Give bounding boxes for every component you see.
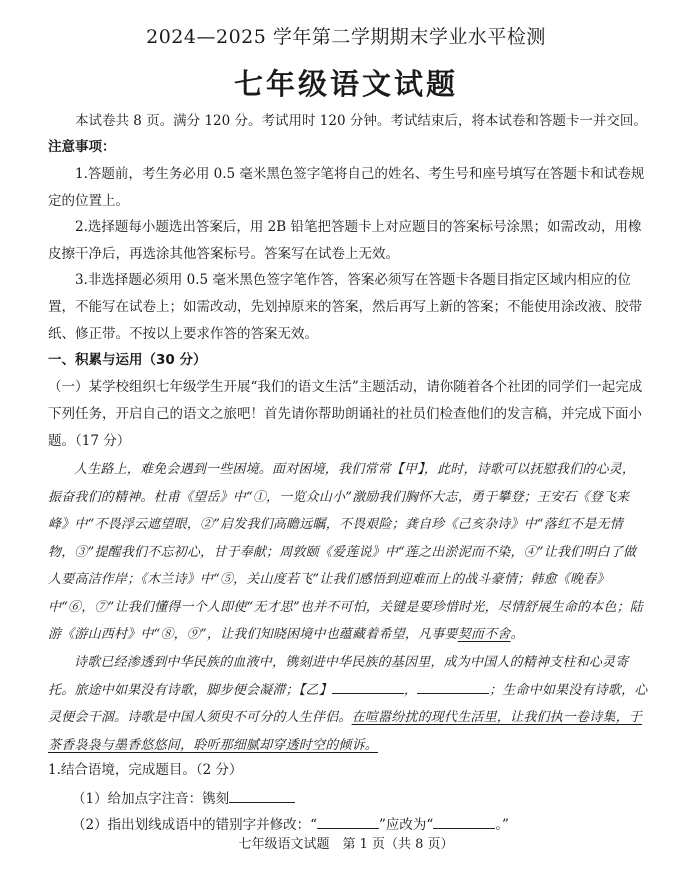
blank-yi-2[interactable] xyxy=(417,677,489,694)
answer-blank-wrong-char[interactable] xyxy=(317,812,379,829)
blank-yi-1[interactable] xyxy=(332,677,404,694)
note-item-1: 1.答题前，考生务必用 0.5 毫米黑色签字笔将自己的姓名、考生号和座号填写在答题卡和试卷规定的位置上。 xyxy=(48,166,645,209)
reading-passage-1: 人生路上，难免会遇到一些困境。面对困境，我们常常【甲】，此时，诗歌可以抚慰我们的心灵，振奋我们的精神。杜甫《望岳》中“①，一览众山小”激励我们胸怀大志，勇于攀登；王安石《登飞来峰》中“不畏浮云遮望眼，②”启发我们高瞻远瞩，不畏艰险；龚自珍《己亥杂诗》中“落红不是无情物，③”提醒我们不忘初心，甘于奉献；周敦颐《爱莲说》中“莲之出淤泥而不染，④”让我们明白了做人要高洁作岸；《木兰诗》中“⑤，关山度若飞”让我们感悟到迎难而上的战斗豪情；韩愈《晚春》中“⑥，⑦”让我们懂得一个人即使“无才思”也并不可怕，关键是要珍惜时光，尽情舒展生命的本色；陆游《游山西村》中“⑧，⑨”，让我们知晓困境中也蕴藏着希望，凡事要契而不舍。 xyxy=(48,462,643,642)
question-1-1: （1）给加点字注音：镌刻 xyxy=(72,786,672,807)
answer-blank-correct-char[interactable] xyxy=(433,812,495,829)
exam-subject-title: 七年级语文试题 xyxy=(233,67,458,101)
underlined-sentence: 在喧嚣纷扰的现代生活里，让我们执一卷诗集，于茶香袅袅与墨香悠悠间，聆听那细腻却穿透时空的倾诉。 xyxy=(48,710,643,753)
note-item-2: 2.选择题每小题选出答案后，用 2B 铅笔把答题卡上对应题目的答案标号涂黑；如需改动，用橡皮擦干净后，再选涂其他答案标号。答案写在试卷上无效。 xyxy=(48,219,642,262)
question-1: 1.结合语境，完成题目。（2 分） xyxy=(48,762,243,778)
task-intro: （一）某学校组织七年级学生开展“我们的语文生活”主题活动，请你随着各个社团的同学们一起完成下列任务，开启自己的语文之旅吧！首先请你帮助朗诵社的社员们检查他们的发言稿，并完成下面小题。（17 分） xyxy=(48,379,643,449)
page-footer: 七年级语文试题 第 1 页（共 8 页） xyxy=(238,837,454,852)
note-item-3: 3.非选择题必须用 0.5 毫米黑色签字笔作答，答案必须写在答题卡各题目指定区域内相应的位置，不能写在试卷上；如需改动，先划掉原来的答案，然后再写上新的答案；不能使用涂改液、胶带纸、修正带。不按以上要求作答的答案无效。 xyxy=(48,272,642,342)
question-1-2: （2）指出划线成语中的错别字并修改：“ ”应改为“ 。” xyxy=(72,812,672,833)
exam-intro: 本试卷共 8 页。满分 120 分。考试用时 120 分钟。考试结束后，将本试卷和答题卡一并交回。 xyxy=(75,113,647,129)
section-heading: 一、积累与运用（30 分） xyxy=(48,352,207,368)
notes-heading: 注意事项： xyxy=(48,139,116,155)
reading-passage-2: 诗歌已经渗透到中华民族的血液中，镌刻进中华民族的基因里，成为中国人的精神支柱和心灵寄托。旅途中如果没有诗歌，脚步便会凝滞；【乙】 ， ；生命中如果没有诗歌，心灵便会干涸。诗歌是中国人须臾不可分的人生伴侣。在喧嚣纷扰的现代生活里，让我们执一卷诗集，于茶香袅袅与墨香悠悠间，聆听那细腻却穿透时空的倾诉。 xyxy=(48,655,648,753)
underlined-idiom: 契而不舍 xyxy=(457,627,511,642)
exam-header-title: 2024—2025 学年第二学期期末学业水平检测 xyxy=(146,26,546,48)
answer-blank-pinyin[interactable] xyxy=(229,786,295,803)
